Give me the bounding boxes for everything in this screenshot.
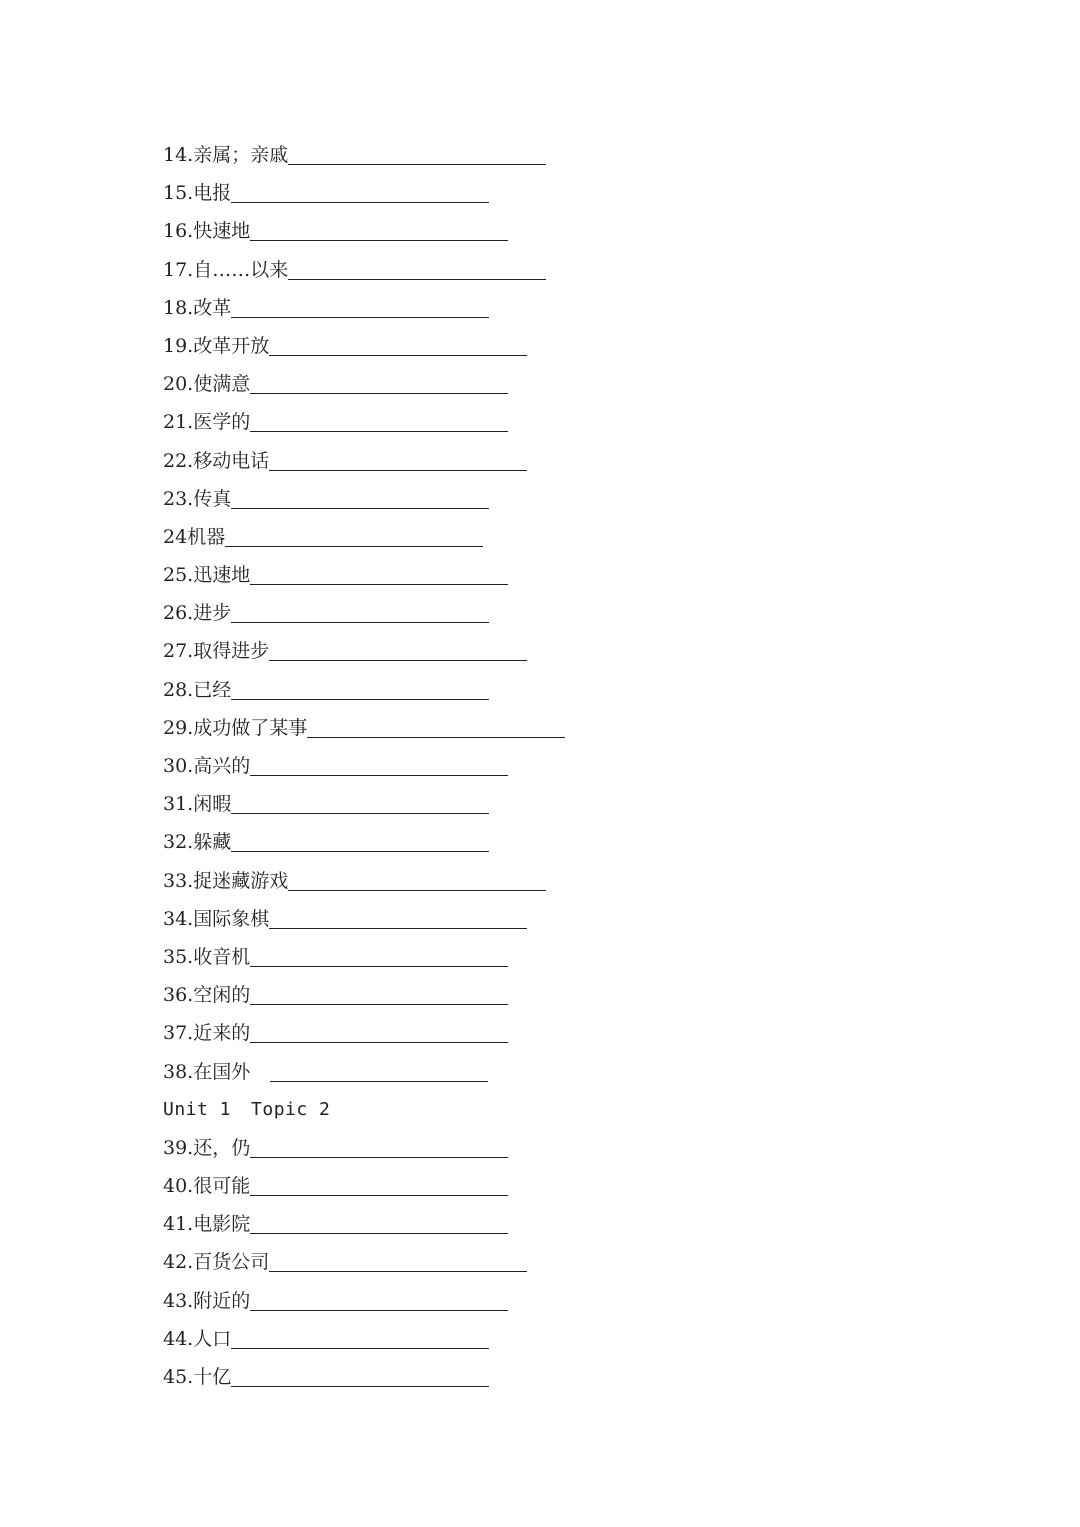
vocab-item xyxy=(163,938,923,976)
item-number: 40. xyxy=(163,1175,194,1198)
item-number: 34. xyxy=(163,907,194,930)
item-prompt: 躲藏 xyxy=(193,831,232,854)
unit-label: Unit 1 xyxy=(163,1098,232,1120)
answer-blank[interactable] xyxy=(231,1347,489,1349)
item-prompt: 还，仍 xyxy=(193,1136,251,1159)
answer-blank[interactable] xyxy=(250,1194,508,1196)
item-number: 14. xyxy=(163,144,194,166)
item-prompt: 电报 xyxy=(193,182,232,205)
answer-blank[interactable] xyxy=(269,1270,527,1272)
vocab-item xyxy=(163,900,923,938)
topic-label: Topic 2 xyxy=(251,1098,331,1120)
vocab-item xyxy=(163,403,923,441)
vocab-item xyxy=(163,1205,923,1243)
vocab-item xyxy=(163,136,923,174)
item-prompt: 亲属；亲戚 xyxy=(193,144,289,166)
item-prompt: 在国外 xyxy=(193,1060,251,1083)
answer-blank[interactable] xyxy=(231,850,489,852)
item-prompt: 闲暇 xyxy=(193,793,232,816)
answer-blank[interactable] xyxy=(250,430,508,432)
item-prompt: 百货公司 xyxy=(193,1251,270,1274)
vocab-item xyxy=(163,212,923,250)
vocab-item xyxy=(163,1282,923,1320)
answer-blank[interactable] xyxy=(250,1156,508,1158)
answer-blank[interactable] xyxy=(250,239,508,241)
answer-blank[interactable] xyxy=(225,545,483,547)
vocab-item xyxy=(163,709,923,747)
item-number: 24 xyxy=(163,525,188,548)
item-prompt: 使满意 xyxy=(193,373,251,396)
vocab-item xyxy=(163,632,923,670)
item-number: 17. xyxy=(163,258,194,281)
item-number: 32. xyxy=(163,831,194,854)
vocab-item xyxy=(163,556,923,594)
item-number: 29. xyxy=(163,716,194,739)
vocab-item xyxy=(163,1014,923,1052)
vocab-item xyxy=(163,671,923,709)
item-prompt: 传真 xyxy=(193,487,232,510)
vocab-item xyxy=(163,289,923,327)
item-prompt: 电影院 xyxy=(193,1213,251,1236)
answer-blank[interactable] xyxy=(250,583,508,585)
item-prompt: 进步 xyxy=(193,602,232,625)
answer-blank[interactable] xyxy=(250,1232,508,1234)
item-number: 16. xyxy=(163,220,194,243)
item-number: 23. xyxy=(163,487,194,510)
answer-blank[interactable] xyxy=(231,507,489,509)
answer-blank[interactable] xyxy=(231,698,489,700)
answer-blank[interactable] xyxy=(288,889,546,891)
item-number: 45. xyxy=(163,1366,194,1388)
vocab-item xyxy=(163,251,923,289)
vocab-item xyxy=(163,976,923,1014)
vocab-item xyxy=(163,862,923,900)
item-number: 44. xyxy=(163,1327,194,1350)
answer-blank[interactable] xyxy=(288,278,546,280)
answer-blank[interactable] xyxy=(250,774,508,776)
item-number: 21. xyxy=(163,411,194,434)
vocab-item xyxy=(163,365,923,403)
item-prompt: 十亿 xyxy=(193,1366,232,1388)
item-prompt: 医学的 xyxy=(193,411,251,434)
item-number: 35. xyxy=(163,945,194,968)
answer-blank[interactable] xyxy=(270,1080,488,1082)
item-prompt: 附近的 xyxy=(193,1289,251,1312)
item-number: 26. xyxy=(163,602,194,625)
vocab-item xyxy=(163,1129,923,1167)
item-number: 22. xyxy=(163,449,194,472)
item-prompt: 捉迷藏游戏 xyxy=(193,869,289,892)
item-prompt: 自……以来 xyxy=(193,258,289,281)
item-prompt: 成功做了某事 xyxy=(193,716,308,739)
vocab-item xyxy=(163,1320,923,1358)
worksheet xyxy=(163,136,923,1396)
item-number: 27. xyxy=(163,640,194,663)
item-number: 39. xyxy=(163,1136,194,1159)
answer-blank[interactable] xyxy=(288,163,546,165)
answer-blank[interactable] xyxy=(231,1385,489,1387)
answer-blank[interactable] xyxy=(269,659,527,661)
item-number: 18. xyxy=(163,296,194,319)
vocab-item xyxy=(163,823,923,861)
vocab-item xyxy=(163,1053,923,1091)
answer-blank[interactable] xyxy=(250,1041,508,1043)
item-prompt: 改革 xyxy=(193,296,232,319)
item-prompt: 已经 xyxy=(193,678,232,701)
vocab-item xyxy=(163,480,923,518)
vocab-item xyxy=(163,594,923,632)
item-number: 30. xyxy=(163,755,194,777)
item-prompt: 人口 xyxy=(193,1327,232,1350)
item-number: 15. xyxy=(163,182,194,205)
item-number: 36. xyxy=(163,984,194,1007)
item-number: 38. xyxy=(163,1060,194,1083)
vocab-item xyxy=(163,785,923,823)
answer-blank[interactable] xyxy=(250,1003,508,1005)
vocab-list-part-1 xyxy=(163,136,923,1091)
answer-blank[interactable] xyxy=(250,1309,508,1311)
vocab-item xyxy=(163,1358,923,1396)
item-number: 25. xyxy=(163,564,194,587)
answer-blank[interactable] xyxy=(231,812,489,814)
item-number: 43. xyxy=(163,1289,194,1312)
item-number: 41. xyxy=(163,1213,194,1236)
answer-blank[interactable] xyxy=(231,316,489,318)
item-number: 33. xyxy=(163,869,194,892)
answer-blank[interactable] xyxy=(231,201,489,203)
section-heading xyxy=(163,1091,923,1129)
vocab-item xyxy=(163,442,923,480)
item-prompt: 改革开放 xyxy=(193,334,270,357)
answer-blank[interactable] xyxy=(231,621,489,623)
item-prompt: 很可能 xyxy=(193,1175,251,1198)
item-prompt: 快速地 xyxy=(193,220,251,243)
vocab-item xyxy=(163,747,923,785)
vocab-item xyxy=(163,174,923,212)
vocab-item xyxy=(163,1243,923,1281)
item-prompt: 近来的 xyxy=(193,1022,251,1045)
item-number: 31. xyxy=(163,793,194,816)
item-prompt: 机器 xyxy=(187,525,226,548)
item-number: 28. xyxy=(163,678,194,701)
item-number: 20. xyxy=(163,373,194,396)
item-number: 37. xyxy=(163,1022,194,1045)
item-prompt: 移动电话 xyxy=(193,449,270,472)
item-number: 19. xyxy=(163,334,194,357)
item-prompt: 空闲的 xyxy=(193,984,251,1007)
item-prompt: 迅速地 xyxy=(193,564,251,587)
answer-blank[interactable] xyxy=(269,469,527,471)
answer-blank[interactable] xyxy=(269,927,527,929)
item-prompt: 国际象棋 xyxy=(193,907,270,930)
vocab-list-part-2 xyxy=(163,1129,923,1396)
item-prompt: 收音机 xyxy=(193,945,251,968)
item-prompt: 高兴的 xyxy=(193,755,251,777)
item-number: 42. xyxy=(163,1251,194,1274)
answer-blank[interactable] xyxy=(250,392,508,394)
vocab-item xyxy=(163,327,923,365)
answer-blank[interactable] xyxy=(307,736,565,738)
item-prompt: 取得进步 xyxy=(193,640,270,663)
vocab-item xyxy=(163,1167,923,1205)
vocab-item xyxy=(163,518,923,556)
answer-blank[interactable] xyxy=(250,965,508,967)
answer-blank[interactable] xyxy=(269,354,527,356)
